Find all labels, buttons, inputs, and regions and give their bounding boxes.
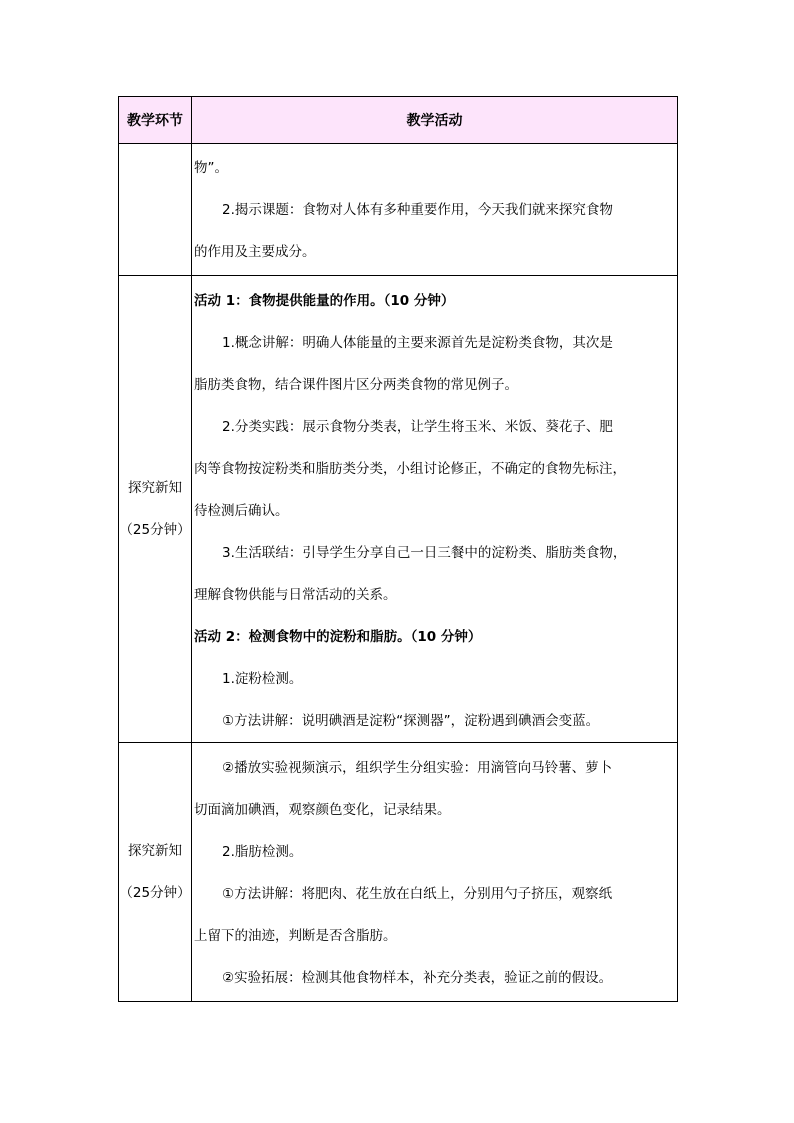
stage-cell <box>119 276 192 743</box>
activity-line: 2.分类实践：展示食物分类表，让学生将玉米、米饭、葵花子、肥 <box>222 419 613 435</box>
activity-heading: 活动 2：检测食物中的淀粉和脂肪。（10 分钟） <box>194 629 482 645</box>
activity-line: 切面滴加碘酒，观察颜色变化，记录结果。 <box>194 802 451 818</box>
activity-line: 理解食物供能与日常活动的关系。 <box>194 587 397 603</box>
activity-line: ②实验拓展：检测其他食物样本，补充分类表，验证之前的假设。 <box>222 970 613 986</box>
activity-line: 的作用及主要成分。 <box>194 244 316 260</box>
activity-line: ②播放实验视频演示，组织学生分组实验：用滴管向马铃薯、萝卜 <box>222 760 613 776</box>
stage-cell <box>119 743 192 1002</box>
stage-cell <box>119 144 192 276</box>
activity-line: ①方法讲解：说明碘酒是淀粉“探测器”，淀粉遇到碘酒会变蓝。 <box>222 713 600 729</box>
activity-line: 上留下的油迹，判断是否含脂肪。 <box>194 928 397 944</box>
activity-line: ①方法讲解：将肥肉、花生放在白纸上，分别用勺子挤压，观察纸 <box>222 886 613 902</box>
activity-line: 物”。 <box>194 160 228 176</box>
activity-line: 待检测后确认。 <box>194 503 289 519</box>
stage-duration: （25分钟） <box>119 885 191 901</box>
stage-label: 探究新知 <box>128 843 182 859</box>
activity-cell <box>192 743 678 1002</box>
activity-cell <box>192 144 678 276</box>
activity-line: 1.概念讲解：明确人体能量的主要来源首先是淀粉类食物，其次是 <box>222 335 613 351</box>
header-stage: 教学环节 <box>119 97 192 144</box>
header-activity: 教学活动 <box>192 97 678 144</box>
activity-line: 2.揭示课题：食物对人体有多种重要作用，今天我们就来探究食物 <box>222 202 613 218</box>
activity-line: 肉等食物按淀粉类和脂肪类分类，小组讨论修正，不确定的食物先标注， <box>194 461 626 477</box>
stage-label: 探究新知 <box>128 480 182 496</box>
activity-heading: 活动 1：食物提供能量的作用。（10 分钟） <box>194 293 455 309</box>
activity-line: 2.脂肪检测。 <box>222 844 303 860</box>
activity-line: 1.淀粉检测。 <box>222 671 303 687</box>
activity-line: 3.生活联结：引导学生分享自己一日三餐中的淀粉类、脂肪类食物， <box>222 545 627 561</box>
lesson-plan-table <box>118 96 678 1002</box>
table-header-row <box>119 97 678 144</box>
activity-line: 脂肪类食物，结合课件图片区分两类食物的常见例子。 <box>194 377 518 393</box>
activity-cell <box>192 276 678 743</box>
stage-duration: （25分钟） <box>119 522 191 538</box>
table-row <box>119 144 678 276</box>
table-row <box>119 276 678 743</box>
table-row <box>119 743 678 1002</box>
